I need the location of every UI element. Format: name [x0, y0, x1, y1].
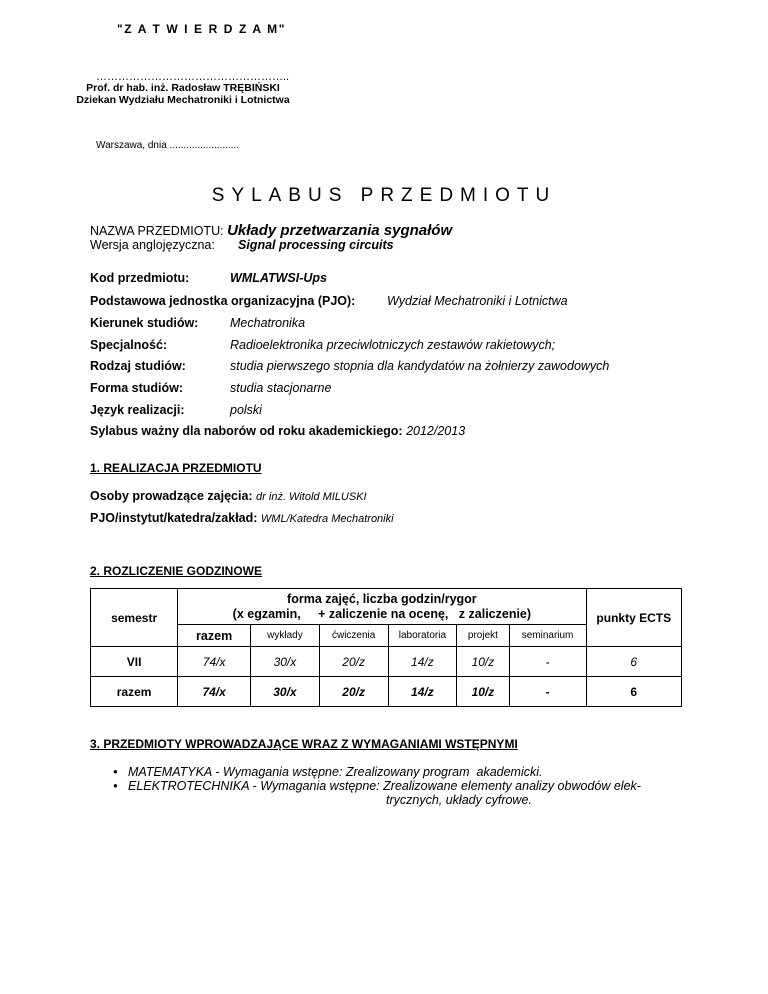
table-row [91, 647, 682, 677]
cell: 20/z [319, 647, 388, 677]
cell: 74/x [178, 677, 251, 707]
subject-name-row [90, 222, 452, 239]
page-title: SYLABUS PRZEDMIOTU [211, 185, 557, 206]
subject-name-value: Układy przetwarzania sygnałów [227, 222, 453, 239]
table-header-row [91, 589, 682, 625]
field-direction-label: Kierunek studiów: [90, 316, 199, 330]
field-language [90, 403, 262, 417]
unit-label: PJO/instytut/katedra/zakład: [90, 511, 258, 525]
form-header [178, 589, 586, 625]
field-study-type-label: Rodzaj studiów: [90, 359, 186, 373]
field-code [90, 271, 327, 285]
field-specialty-value: Radioelektronika przeciwlotniczych zestawów rakietowych; [230, 338, 556, 352]
list-item [113, 779, 641, 807]
row-ects: 6 [586, 647, 681, 677]
list-item-text: ● ELEKTROTECHNIKA - Wymagania wstępne: Zrealizowane elementy analizy obwodów elek- [128, 779, 641, 793]
cell: 30/x [251, 647, 320, 677]
prerequisites-list [113, 765, 641, 807]
valid-from [90, 424, 465, 438]
col-projekt: projekt [457, 625, 509, 647]
col-razem: razem [178, 625, 251, 647]
subject-name-label: NAZWA PRZEDMIOTU: [90, 224, 224, 238]
english-name-row [90, 238, 394, 252]
field-study-type [90, 359, 609, 373]
english-name-label: Wersja anglojęzyczna: [90, 238, 215, 252]
semester-header: semestr [91, 589, 178, 647]
cell: 74/x [178, 647, 251, 677]
approval-stamp: "Z A T W I E R D Z A M" [117, 22, 287, 36]
valid-from-value: 2012/2013 [406, 424, 466, 438]
unit-value: WML/Katedra Mechatroniki [260, 513, 394, 525]
dean-name: Prof. dr hab. inż. Radosław TRĘBIŃSKI [86, 82, 280, 94]
section-3-heading: 3. PRZEDMIOTY WPROWADZAJĄCE WRAZ Z WYMAGANIAMI WSTĘPNYMI [90, 737, 518, 751]
ects-header: punkty ECTS [586, 589, 681, 647]
table-row [91, 677, 682, 707]
place-date: Warszawa, dnia ......................... [96, 140, 240, 151]
col-seminarium: seminarium [509, 625, 586, 647]
col-cwiczenia: ćwiczenia [319, 625, 388, 647]
valid-from-label: Sylabus ważny dla naborów od roku akademickiego: [90, 424, 403, 438]
section-2-heading: 2. ROZLICZENIE GODZINOWE [90, 564, 263, 578]
row-semester: VII [91, 647, 178, 677]
field-study-type-value: studia pierwszego stopnia dla kandydatów na żołnierzy zawodowych [230, 359, 610, 373]
cell: 14/z [388, 677, 457, 707]
lecturers-row [90, 489, 367, 503]
field-study-form-label: Forma studiów: [90, 381, 184, 395]
cell: - [509, 647, 586, 677]
cell: 30/x [251, 677, 320, 707]
dean-title: Dziekan Wydziału Mechatroniki i Lotnictwa [76, 94, 290, 106]
unit-row [90, 511, 394, 525]
cell: 14/z [388, 647, 457, 677]
cell: - [509, 677, 586, 707]
row-semester: razem [91, 677, 178, 707]
field-language-value: polski [230, 403, 262, 417]
col-laboratoria: laboratoria [388, 625, 457, 647]
english-name-value: Signal processing circuits [238, 238, 394, 252]
field-code-label: Kod przedmiotu: [90, 271, 190, 285]
hours-table [90, 588, 682, 707]
field-specialty [90, 338, 555, 352]
signature-line: …………………………………………….. [96, 71, 290, 83]
field-study-form-value: studia stacjonarne [230, 381, 332, 395]
list-item-continuation: trycznych, układy cyfrowe. [386, 793, 532, 807]
lecturers-label: Osoby prowadzące zajęcia: [90, 489, 253, 503]
section-1-heading: 1. REALIZACJA PRZEDMIOTU [90, 461, 262, 475]
col-wyklady: wykłady [251, 625, 320, 647]
lecturers-value: dr inż. Witold MILUSKI [256, 491, 367, 503]
field-pjo-label: Podstawowa jednostka organizacyjna (PJO): [90, 294, 356, 308]
field-pjo [90, 294, 568, 308]
cell: 10/z [457, 647, 509, 677]
field-code-value: WMLATWSI-Ups [230, 271, 327, 285]
list-item: ● MATEMATYKA - Wymagania wstępne: Zrealizowany program akademicki. [113, 765, 641, 779]
cell: 20/z [319, 677, 388, 707]
cell: 10/z [457, 677, 509, 707]
field-direction [90, 316, 305, 330]
form-header-line1: forma zajęć, liczba godzin/rygor [287, 591, 477, 606]
field-pjo-value: Wydział Mechatroniki i Lotnictwa [387, 294, 568, 308]
field-language-label: Język realizacji: [90, 403, 185, 417]
field-direction-value: Mechatronika [230, 316, 306, 330]
row-ects: 6 [586, 677, 681, 707]
form-header-line2: (x egzamin, + zaliczenie na ocenę, z zaliczenie) [232, 606, 532, 621]
field-study-form [90, 381, 331, 395]
field-specialty-label: Specjalność: [90, 338, 168, 352]
